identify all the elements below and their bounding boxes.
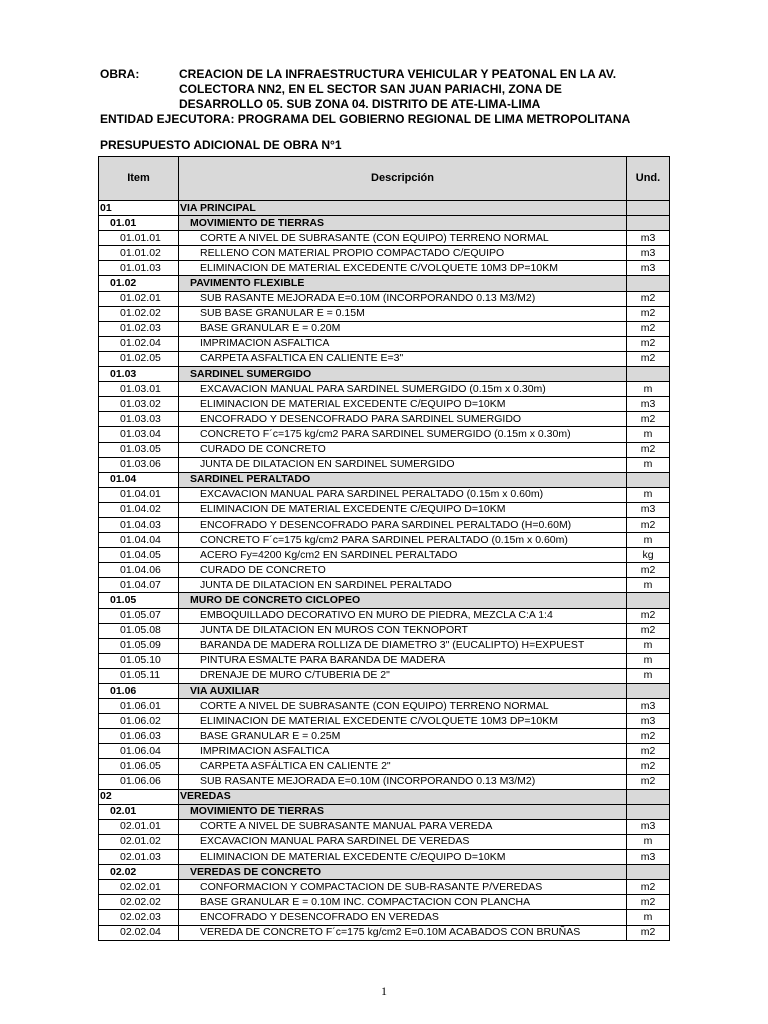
item-description: SARDINEL SUMERGIDO: [179, 367, 627, 382]
table-row: [99, 457, 670, 472]
item-unit: m: [627, 834, 670, 849]
item-code: 01.03.04: [99, 427, 179, 442]
item-unit: m3: [627, 502, 670, 517]
obra-label: OBRA:: [100, 67, 140, 81]
item-unit: m: [627, 668, 670, 683]
table-row: [99, 608, 670, 623]
item-description: JUNTA DE DILATACION EN MUROS CON TEKNOPORT: [179, 623, 627, 638]
item-description: EXCAVACION MANUAL PARA SARDINEL SUMERGIDO (0.15m x 0.30m): [179, 382, 627, 397]
item-code: 01.01.01: [99, 231, 179, 246]
item-code: 01.06: [99, 684, 179, 699]
item-unit: m: [627, 578, 670, 593]
header-description: Descripción: [179, 157, 627, 201]
item-code: 01.01.03: [99, 261, 179, 276]
item-code: 01.04.04: [99, 533, 179, 548]
item-description: VEREDA DE CONCRETO F´c=175 kg/cm2 E=0.10M ACABADOS CON BRUÑAS: [179, 925, 627, 940]
item-code: 02.01.03: [99, 850, 179, 865]
item-unit: [627, 472, 670, 487]
subgroup-row: [99, 804, 670, 819]
item-code: 01.06.02: [99, 714, 179, 729]
item-unit: m2: [627, 729, 670, 744]
group-row: [99, 789, 670, 804]
item-description: ELIMINACION DE MATERIAL EXCEDENTE C/VOLQUETE 10M3 DP=10KM: [179, 261, 627, 276]
item-unit: m3: [627, 397, 670, 412]
item-description: CURADO DE CONCRETO: [179, 442, 627, 457]
item-unit: [627, 804, 670, 819]
entidad-ejecutora: ENTIDAD EJECUTORA: PROGRAMA DEL GOBIERNO REGIONAL DE LIMA METROPOLITANA: [100, 112, 631, 126]
item-code: 01.05.07: [99, 608, 179, 623]
item-code: 02.01.01: [99, 819, 179, 834]
obra-line: COLECTORA NN2, EN EL SECTOR SAN JUAN PARIACHI, ZONA DE: [179, 82, 562, 96]
table-row: [99, 231, 670, 246]
item-description: CURADO DE CONCRETO: [179, 563, 627, 578]
item-description: CARPETA ASFÁLTICA EN CALIENTE 2": [179, 759, 627, 774]
item-unit: m: [627, 533, 670, 548]
table-body: [99, 201, 670, 941]
item-code: 01.01: [99, 216, 179, 231]
item-unit: m3: [627, 714, 670, 729]
item-description: JUNTA DE DILATACION EN SARDINEL PERALTADO: [179, 578, 627, 593]
table-row: [99, 668, 670, 683]
item-unit: m2: [627, 608, 670, 623]
item-unit: m: [627, 487, 670, 502]
subgroup-row: [99, 865, 670, 880]
item-code: 01.03.01: [99, 382, 179, 397]
item-code: 01.03: [99, 367, 179, 382]
item-code: 01.05.09: [99, 638, 179, 653]
table-row: [99, 306, 670, 321]
item-description: ELIMINACION DE MATERIAL EXCEDENTE C/EQUIPO D=10KM: [179, 397, 627, 412]
item-code: 01.06.04: [99, 744, 179, 759]
item-description: ELIMINACION DE MATERIAL EXCEDENTE C/VOLQUETE 10M3 DP=10KM: [179, 714, 627, 729]
item-unit: m: [627, 638, 670, 653]
budget-title: PRESUPUESTO ADICIONAL DE OBRA N°1: [100, 138, 342, 152]
table-row: [99, 578, 670, 593]
item-description: CONFORMACION Y COMPACTACION DE SUB-RASANTE P/VEREDAS: [179, 880, 627, 895]
item-code: 01.02: [99, 276, 179, 291]
item-code: 02.01.02: [99, 834, 179, 849]
item-code: 01.03.06: [99, 457, 179, 472]
table-row: [99, 638, 670, 653]
item-unit: m2: [627, 336, 670, 351]
item-code: 01.02.01: [99, 291, 179, 306]
item-description: CORTE A NIVEL DE SUBRASANTE (CON EQUIPO) TERRENO NORMAL: [179, 231, 627, 246]
subgroup-row: [99, 593, 670, 608]
subgroup-row: [99, 216, 670, 231]
table-row: [99, 412, 670, 427]
item-unit: m2: [627, 442, 670, 457]
item-description: ELIMINACION DE MATERIAL EXCEDENTE C/EQUIPO D=10KM: [179, 502, 627, 517]
page-number: 1: [381, 984, 387, 998]
item-description: EMBOQUILLADO DECORATIVO EN MURO DE PIEDRA, MEZCLA C:A 1:4: [179, 608, 627, 623]
item-unit: [627, 789, 670, 804]
item-unit: m2: [627, 774, 670, 789]
item-code: 01.04.06: [99, 563, 179, 578]
table-row: [99, 895, 670, 910]
item-description: ENCOFRADO Y DESENCOFRADO PARA SARDINEL SUMERGIDO: [179, 412, 627, 427]
table-row: [99, 397, 670, 412]
obra-description: [179, 67, 616, 112]
table-row: [99, 442, 670, 457]
table-row: [99, 623, 670, 638]
item-unit: m2: [627, 351, 670, 366]
item-unit: m2: [627, 744, 670, 759]
item-unit: m2: [627, 623, 670, 638]
item-description: CORTE A NIVEL DE SUBRASANTE MANUAL PARA VEREDA: [179, 819, 627, 834]
item-description: VIA AUXILIAR: [179, 684, 627, 699]
item-description: IMPRIMACION ASFALTICA: [179, 744, 627, 759]
item-code: 01.03.02: [99, 397, 179, 412]
subgroup-row: [99, 367, 670, 382]
table-header-row: [99, 157, 670, 201]
item-code: 02.01: [99, 804, 179, 819]
item-code: 01.06.06: [99, 774, 179, 789]
item-code: 01.02.02: [99, 306, 179, 321]
item-code: 01.03.05: [99, 442, 179, 457]
item-description: ENCOFRADO Y DESENCOFRADO EN VEREDAS: [179, 910, 627, 925]
item-code: 02.02.03: [99, 910, 179, 925]
table-row: [99, 351, 670, 366]
item-description: BASE GRANULAR E = 0.20M: [179, 321, 627, 336]
item-description: BASE GRANULAR E = 0.10M INC. COMPACTACION CON PLANCHA: [179, 895, 627, 910]
budget-table: [98, 156, 670, 941]
item-unit: kg: [627, 548, 670, 563]
item-unit: m: [627, 427, 670, 442]
table-row: [99, 714, 670, 729]
item-unit: [627, 684, 670, 699]
table-row: [99, 548, 670, 563]
table-row: [99, 563, 670, 578]
item-code: 02.02.04: [99, 925, 179, 940]
table-row: [99, 517, 670, 532]
item-description: VEREDAS DE CONCRETO: [179, 865, 627, 880]
item-unit: m: [627, 910, 670, 925]
item-unit: m2: [627, 321, 670, 336]
table-row: [99, 291, 670, 306]
item-description: ACERO Fy=4200 Kg/cm2 EN SARDINEL PERALTADO: [179, 548, 627, 563]
subgroup-row: [99, 276, 670, 291]
item-code: 01.05.11: [99, 668, 179, 683]
item-unit: m3: [627, 699, 670, 714]
item-code: 02.02: [99, 865, 179, 880]
group-row: [99, 201, 670, 216]
table-row: [99, 427, 670, 442]
table-row: [99, 880, 670, 895]
table-row: [99, 336, 670, 351]
item-code: 01.02.04: [99, 336, 179, 351]
table-row: [99, 261, 670, 276]
item-unit: m3: [627, 246, 670, 261]
subgroup-row: [99, 472, 670, 487]
item-description: CONCRETO F´c=175 kg/cm2 PARA SARDINEL SUMERGIDO (0.15m x 0.30m): [179, 427, 627, 442]
table-row: [99, 819, 670, 834]
item-description: DRENAJE DE MURO C/TUBERIA DE 2": [179, 668, 627, 683]
item-code: 02: [99, 789, 179, 804]
item-code: 01.04.03: [99, 517, 179, 532]
item-unit: [627, 276, 670, 291]
item-description: SUB RASANTE MEJORADA E=0.10M (INCORPORANDO 0.13 M3/M2): [179, 291, 627, 306]
item-unit: m2: [627, 412, 670, 427]
item-code: 01.02.03: [99, 321, 179, 336]
item-description: SUB RASANTE MEJORADA E=0.10M (INCORPORANDO 0.13 M3/M2): [179, 774, 627, 789]
item-unit: m2: [627, 291, 670, 306]
table-row: [99, 321, 670, 336]
item-unit: m3: [627, 819, 670, 834]
table-row: [99, 699, 670, 714]
item-description: EXCAVACION MANUAL PARA SARDINEL DE VEREDAS: [179, 834, 627, 849]
item-code: 01.05.08: [99, 623, 179, 638]
item-unit: [627, 593, 670, 608]
table-row: [99, 759, 670, 774]
item-description: EXCAVACION MANUAL PARA SARDINEL PERALTADO (0.15m x 0.60m): [179, 487, 627, 502]
header-unit: Und.: [627, 157, 670, 201]
item-unit: [627, 367, 670, 382]
item-unit: m2: [627, 759, 670, 774]
item-code: 01.06.01: [99, 699, 179, 714]
item-code: 02.02.01: [99, 880, 179, 895]
table-row: [99, 774, 670, 789]
table-row: [99, 729, 670, 744]
item-description: VIA PRINCIPAL: [179, 201, 627, 216]
table-row: [99, 910, 670, 925]
item-unit: [627, 216, 670, 231]
obra-line: CREACION DE LA INFRAESTRUCTURA VEHICULAR Y PEATONAL EN LA AV.: [179, 67, 617, 81]
item-description: BASE GRANULAR E = 0.25M: [179, 729, 627, 744]
item-code: 01.04.05: [99, 548, 179, 563]
item-unit: m3: [627, 261, 670, 276]
item-unit: m2: [627, 880, 670, 895]
item-description: JUNTA DE DILATACION EN SARDINEL SUMERGIDO: [179, 457, 627, 472]
item-description: MURO DE CONCRETO CICLOPEO: [179, 593, 627, 608]
table-row: [99, 925, 670, 940]
item-description: PAVIMENTO FLEXIBLE: [179, 276, 627, 291]
item-description: MOVIMIENTO DE TIERRAS: [179, 216, 627, 231]
item-description: PINTURA ESMALTE PARA BARANDA DE MADERA: [179, 653, 627, 668]
item-description: ENCOFRADO Y DESENCOFRADO PARA SARDINEL PERALTADO (H=0.60M): [179, 517, 627, 532]
item-description: BARANDA DE MADERA ROLLIZA DE DIAMETRO 3" (EUCALIPTO) H=EXPUEST: [179, 638, 627, 653]
item-code: 01.03.03: [99, 412, 179, 427]
item-unit: m: [627, 653, 670, 668]
table-row: [99, 502, 670, 517]
item-code: 01: [99, 201, 179, 216]
table-row: [99, 487, 670, 502]
table-row: [99, 653, 670, 668]
obra-line: DESARROLLO 05. SUB ZONA 04. DISTRITO DE ATE-LIMA-LIMA: [179, 97, 541, 111]
item-description: MOVIMIENTO DE TIERRAS: [179, 804, 627, 819]
item-unit: m3: [627, 231, 670, 246]
item-description: IMPRIMACION ASFALTICA: [179, 336, 627, 351]
item-code: 02.02.02: [99, 895, 179, 910]
item-unit: m2: [627, 563, 670, 578]
item-code: 01.04.07: [99, 578, 179, 593]
item-unit: m: [627, 457, 670, 472]
item-description: CONCRETO F´c=175 kg/cm2 PARA SARDINEL PERALTADO (0.15m x 0.60m): [179, 533, 627, 548]
item-code: 01.01.02: [99, 246, 179, 261]
item-code: 01.02.05: [99, 351, 179, 366]
item-description: SARDINEL PERALTADO: [179, 472, 627, 487]
item-description: VEREDAS: [179, 789, 627, 804]
table-row: [99, 382, 670, 397]
item-code: 01.05.10: [99, 653, 179, 668]
table-row: [99, 246, 670, 261]
item-code: 01.06.03: [99, 729, 179, 744]
item-unit: m2: [627, 517, 670, 532]
item-description: RELLENO CON MATERIAL PROPIO COMPACTADO C/EQUIPO: [179, 246, 627, 261]
item-unit: m2: [627, 895, 670, 910]
item-unit: [627, 865, 670, 880]
item-code: 01.04.02: [99, 502, 179, 517]
item-unit: [627, 201, 670, 216]
table-row: [99, 533, 670, 548]
table-row: [99, 850, 670, 865]
item-description: ELIMINACION DE MATERIAL EXCEDENTE C/EQUIPO D=10KM: [179, 850, 627, 865]
item-unit: m2: [627, 925, 670, 940]
item-code: 01.04: [99, 472, 179, 487]
item-code: 01.06.05: [99, 759, 179, 774]
item-unit: m3: [627, 850, 670, 865]
item-code: 01.05: [99, 593, 179, 608]
item-description: SUB BASE GRANULAR E = 0.15M: [179, 306, 627, 321]
item-code: 01.04.01: [99, 487, 179, 502]
item-unit: m2: [627, 306, 670, 321]
item-description: CORTE A NIVEL DE SUBRASANTE (CON EQUIPO) TERRENO NORMAL: [179, 699, 627, 714]
table-row: [99, 834, 670, 849]
item-unit: m: [627, 382, 670, 397]
table-row: [99, 744, 670, 759]
subgroup-row: [99, 684, 670, 699]
item-description: CARPETA ASFALTICA EN CALIENTE E=3": [179, 351, 627, 366]
header-item: Item: [99, 157, 179, 201]
